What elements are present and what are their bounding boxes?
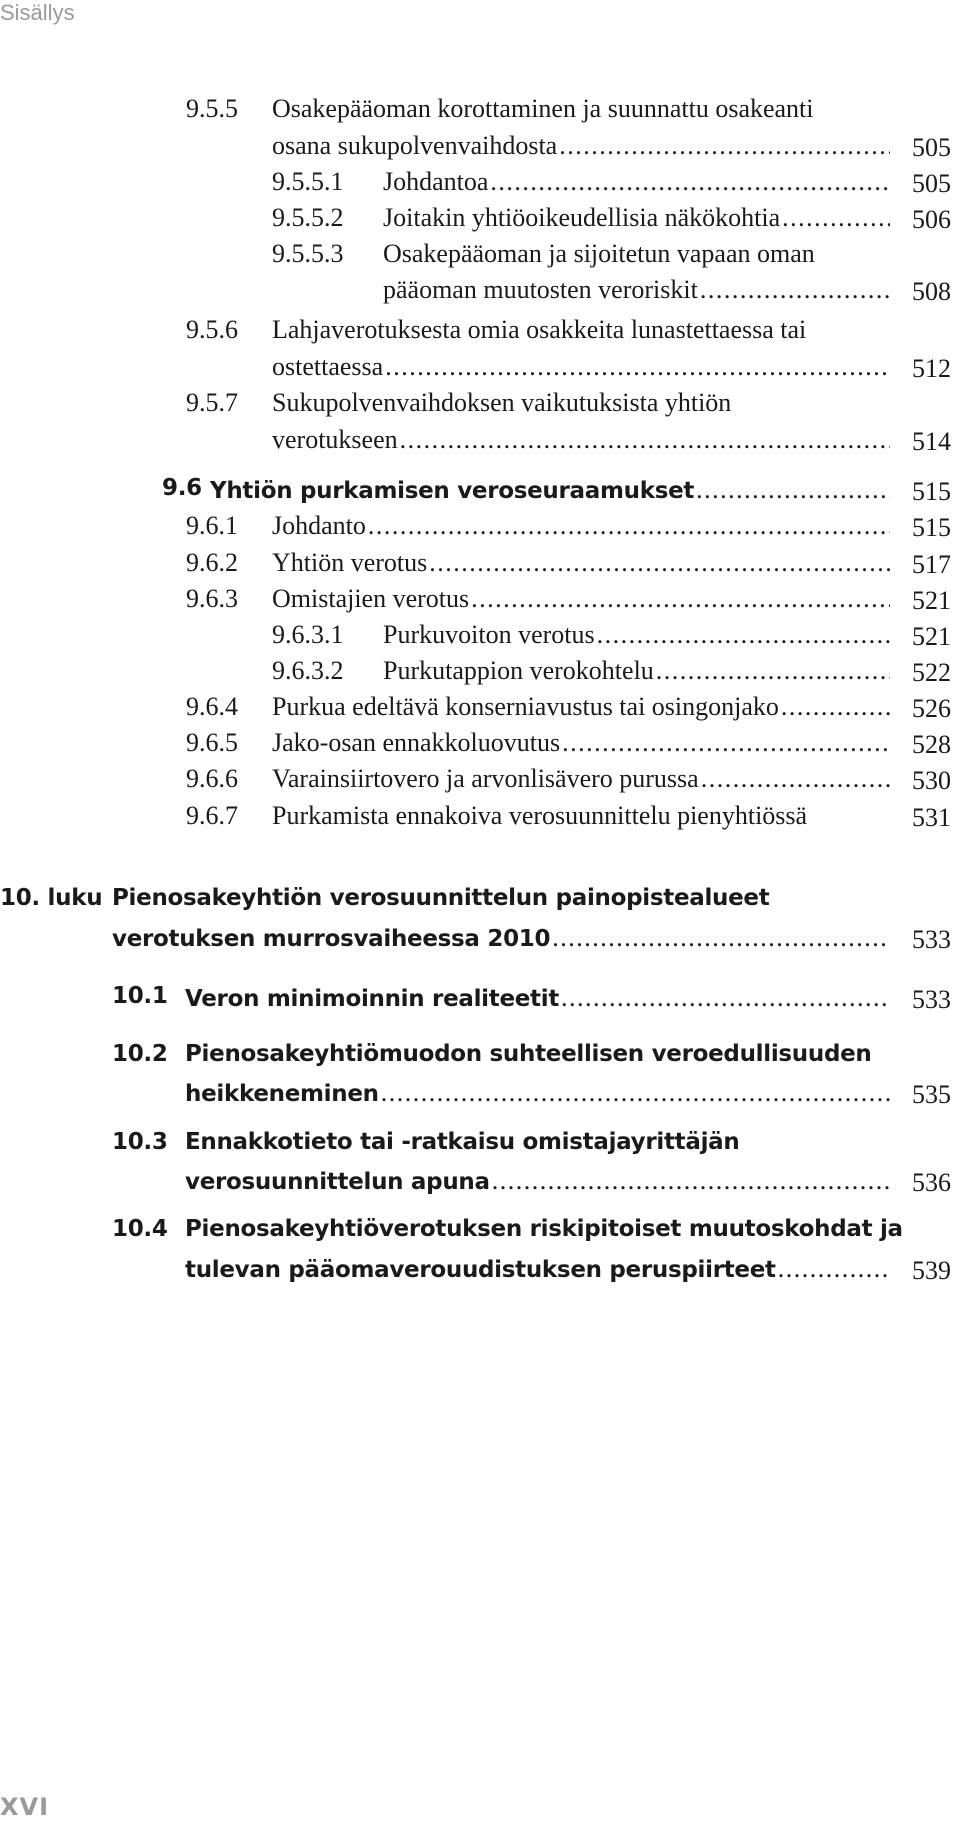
dot-leader	[700, 277, 890, 303]
toc-entry-title: osana sukupolvenvaihdosta .....	[272, 133, 890, 159]
toc-section-title: heikkeneminen .....	[185, 1080, 890, 1106]
toc-entry-title: Osakepääoman korottaminen ja suunnattu osakeanti	[272, 94, 814, 123]
toc-page-number: 536	[912, 1168, 951, 1197]
toc-page-number: 522	[912, 658, 951, 687]
toc-entry-number: 9.6.7	[186, 801, 238, 830]
dot-leader	[701, 766, 890, 792]
toc-page-number: 515	[912, 477, 951, 506]
toc-entry-number: 9.6.6	[186, 764, 238, 793]
toc-entry-number: 9.5.5	[186, 94, 238, 123]
toc-section-title: Pienosakeyhtiömuodon suhteellisen veroedullisuuden	[185, 1041, 872, 1067]
toc-entry-number: 9.6.3.2	[272, 656, 344, 685]
toc-page-number: 535	[912, 1080, 951, 1109]
toc-entry-number: 9.5.5.2	[272, 203, 344, 232]
dot-leader	[778, 1256, 890, 1282]
toc-section-title: Pienosakeyhtiöverotuksen riskipitoiset muutoskohdat ja	[185, 1216, 903, 1242]
toc-section-number: 10.1	[112, 983, 168, 1009]
toc-chapter-title: Pienosakeyhtiön verosuunnittelun painopistealueet	[112, 885, 770, 911]
toc-entry-number: 9.6.4	[186, 692, 238, 721]
toc-entry-number: 9.6.3.1	[272, 620, 344, 649]
dot-leader	[696, 477, 890, 503]
toc-page-number: 515	[912, 513, 951, 542]
toc-section-title: verosuunnittelun apuna .....	[185, 1168, 890, 1194]
dot-leader	[429, 550, 890, 576]
dot-leader	[782, 205, 890, 231]
toc-section-title: Yhtiön purkamisen veroseuraamukset .....	[210, 477, 890, 503]
toc-entry-title: Purkamista ennakoiva verosuunnittelu pienyhtiössä	[272, 801, 808, 830]
dot-leader	[561, 985, 890, 1011]
toc-entry-title: Jako-osan ennakkoluovutus .....	[272, 730, 890, 756]
dot-leader	[400, 427, 890, 453]
toc-section-number: 10.2	[112, 1041, 168, 1067]
dot-leader	[471, 586, 890, 612]
toc-entry-title: ostettaessa .....	[272, 354, 890, 380]
toc-entry-number: 9.5.7	[186, 388, 238, 417]
toc-page-number: 521	[912, 622, 951, 651]
toc-page-number: 526	[912, 694, 951, 723]
toc-page-number: 506	[912, 205, 951, 234]
toc-page-number: 508	[912, 277, 951, 306]
toc-entry-number: 9.6.1	[186, 511, 238, 540]
dot-leader	[385, 354, 890, 380]
dot-leader	[597, 622, 890, 648]
toc-page-number: 533	[912, 985, 951, 1014]
toc-page-number: 530	[912, 766, 951, 795]
dot-leader	[781, 694, 890, 720]
toc-page-number: 528	[912, 730, 951, 759]
toc-entry-number: 9.5.5.3	[272, 239, 344, 268]
toc-entry-title: Purkuvoiton verotus .....	[383, 622, 890, 648]
toc-page-number: 505	[912, 133, 951, 162]
toc-entry-title: pääoman muutosten veroriskit .....	[383, 277, 890, 303]
toc-entry-number: 9.6.3	[186, 584, 238, 613]
toc-page-number: 521	[912, 586, 951, 615]
toc-entry-number: 9.6.2	[186, 548, 238, 577]
toc-entry-title: Johdantoa .....	[383, 169, 890, 195]
toc-entry-title: verotukseen .....	[272, 427, 890, 453]
toc-section-title: tulevan pääomaverouudistuksen peruspiirteet .....	[185, 1256, 890, 1282]
dot-leader	[492, 1168, 890, 1194]
dot-leader	[552, 925, 890, 951]
toc-entry-number: 9.5.6	[186, 315, 238, 344]
toc-entry-title: Joitakin yhtiöoikeudellisia näkökohtia .....	[383, 205, 890, 231]
page-folio: XVI	[0, 1793, 50, 1821]
toc-section-number: 9.6	[162, 475, 202, 501]
dot-leader	[562, 730, 890, 756]
dot-leader	[656, 658, 890, 684]
toc-entry-title: Omistajien verotus .....	[272, 586, 890, 612]
toc-page-number: 539	[912, 1256, 951, 1285]
toc-section-title: Veron minimoinnin realiteetit .....	[185, 985, 890, 1011]
toc-entry-title: Purkua edeltävä konserniavustus tai osingonjako .....	[272, 694, 890, 720]
toc-page-number: 512	[912, 354, 951, 383]
toc-entry-title: Johdanto .....	[272, 513, 890, 539]
toc-page-number: 505	[912, 169, 951, 198]
dot-leader	[381, 1080, 890, 1106]
toc-entry-number: 9.6.5	[186, 728, 238, 757]
toc-page-number: 514	[912, 427, 951, 456]
toc-entry-title: Osakepääoman ja sijoitetun vapaan oman	[383, 239, 815, 268]
toc-section-title: Ennakkotieto tai -ratkaisu omistajayrittäjän	[185, 1129, 740, 1155]
dot-leader	[559, 133, 890, 159]
toc-entry-title: Sukupolvenvaihdoksen vaikutuksista yhtiön	[272, 388, 732, 417]
toc-page-number: 533	[912, 925, 951, 954]
toc-section-number: 10.4	[112, 1216, 168, 1242]
toc-entry-number: 9.5.5.1	[272, 167, 344, 196]
toc-section-number: 10.3	[112, 1129, 168, 1155]
dot-leader	[368, 513, 890, 539]
toc-entry-title: Yhtiön verotus .....	[272, 550, 890, 576]
toc-entry-title: Lahjaverotuksesta omia osakkeita lunastettaessa tai	[272, 315, 807, 344]
dot-leader	[490, 169, 890, 195]
toc-page-number: 517	[912, 550, 951, 579]
toc-chapter-title: verotuksen murrosvaiheessa 2010 .....	[112, 925, 890, 951]
running-header: Sisällys	[0, 0, 75, 25]
toc-entry-title: Purkutappion verokohtelu .....	[383, 658, 890, 684]
toc-chapter-number: 10. luku	[0, 885, 103, 911]
toc-page-number: 531	[912, 803, 951, 832]
toc-entry-title: Varainsiirtovero ja arvonlisävero purussa .....	[272, 766, 890, 792]
